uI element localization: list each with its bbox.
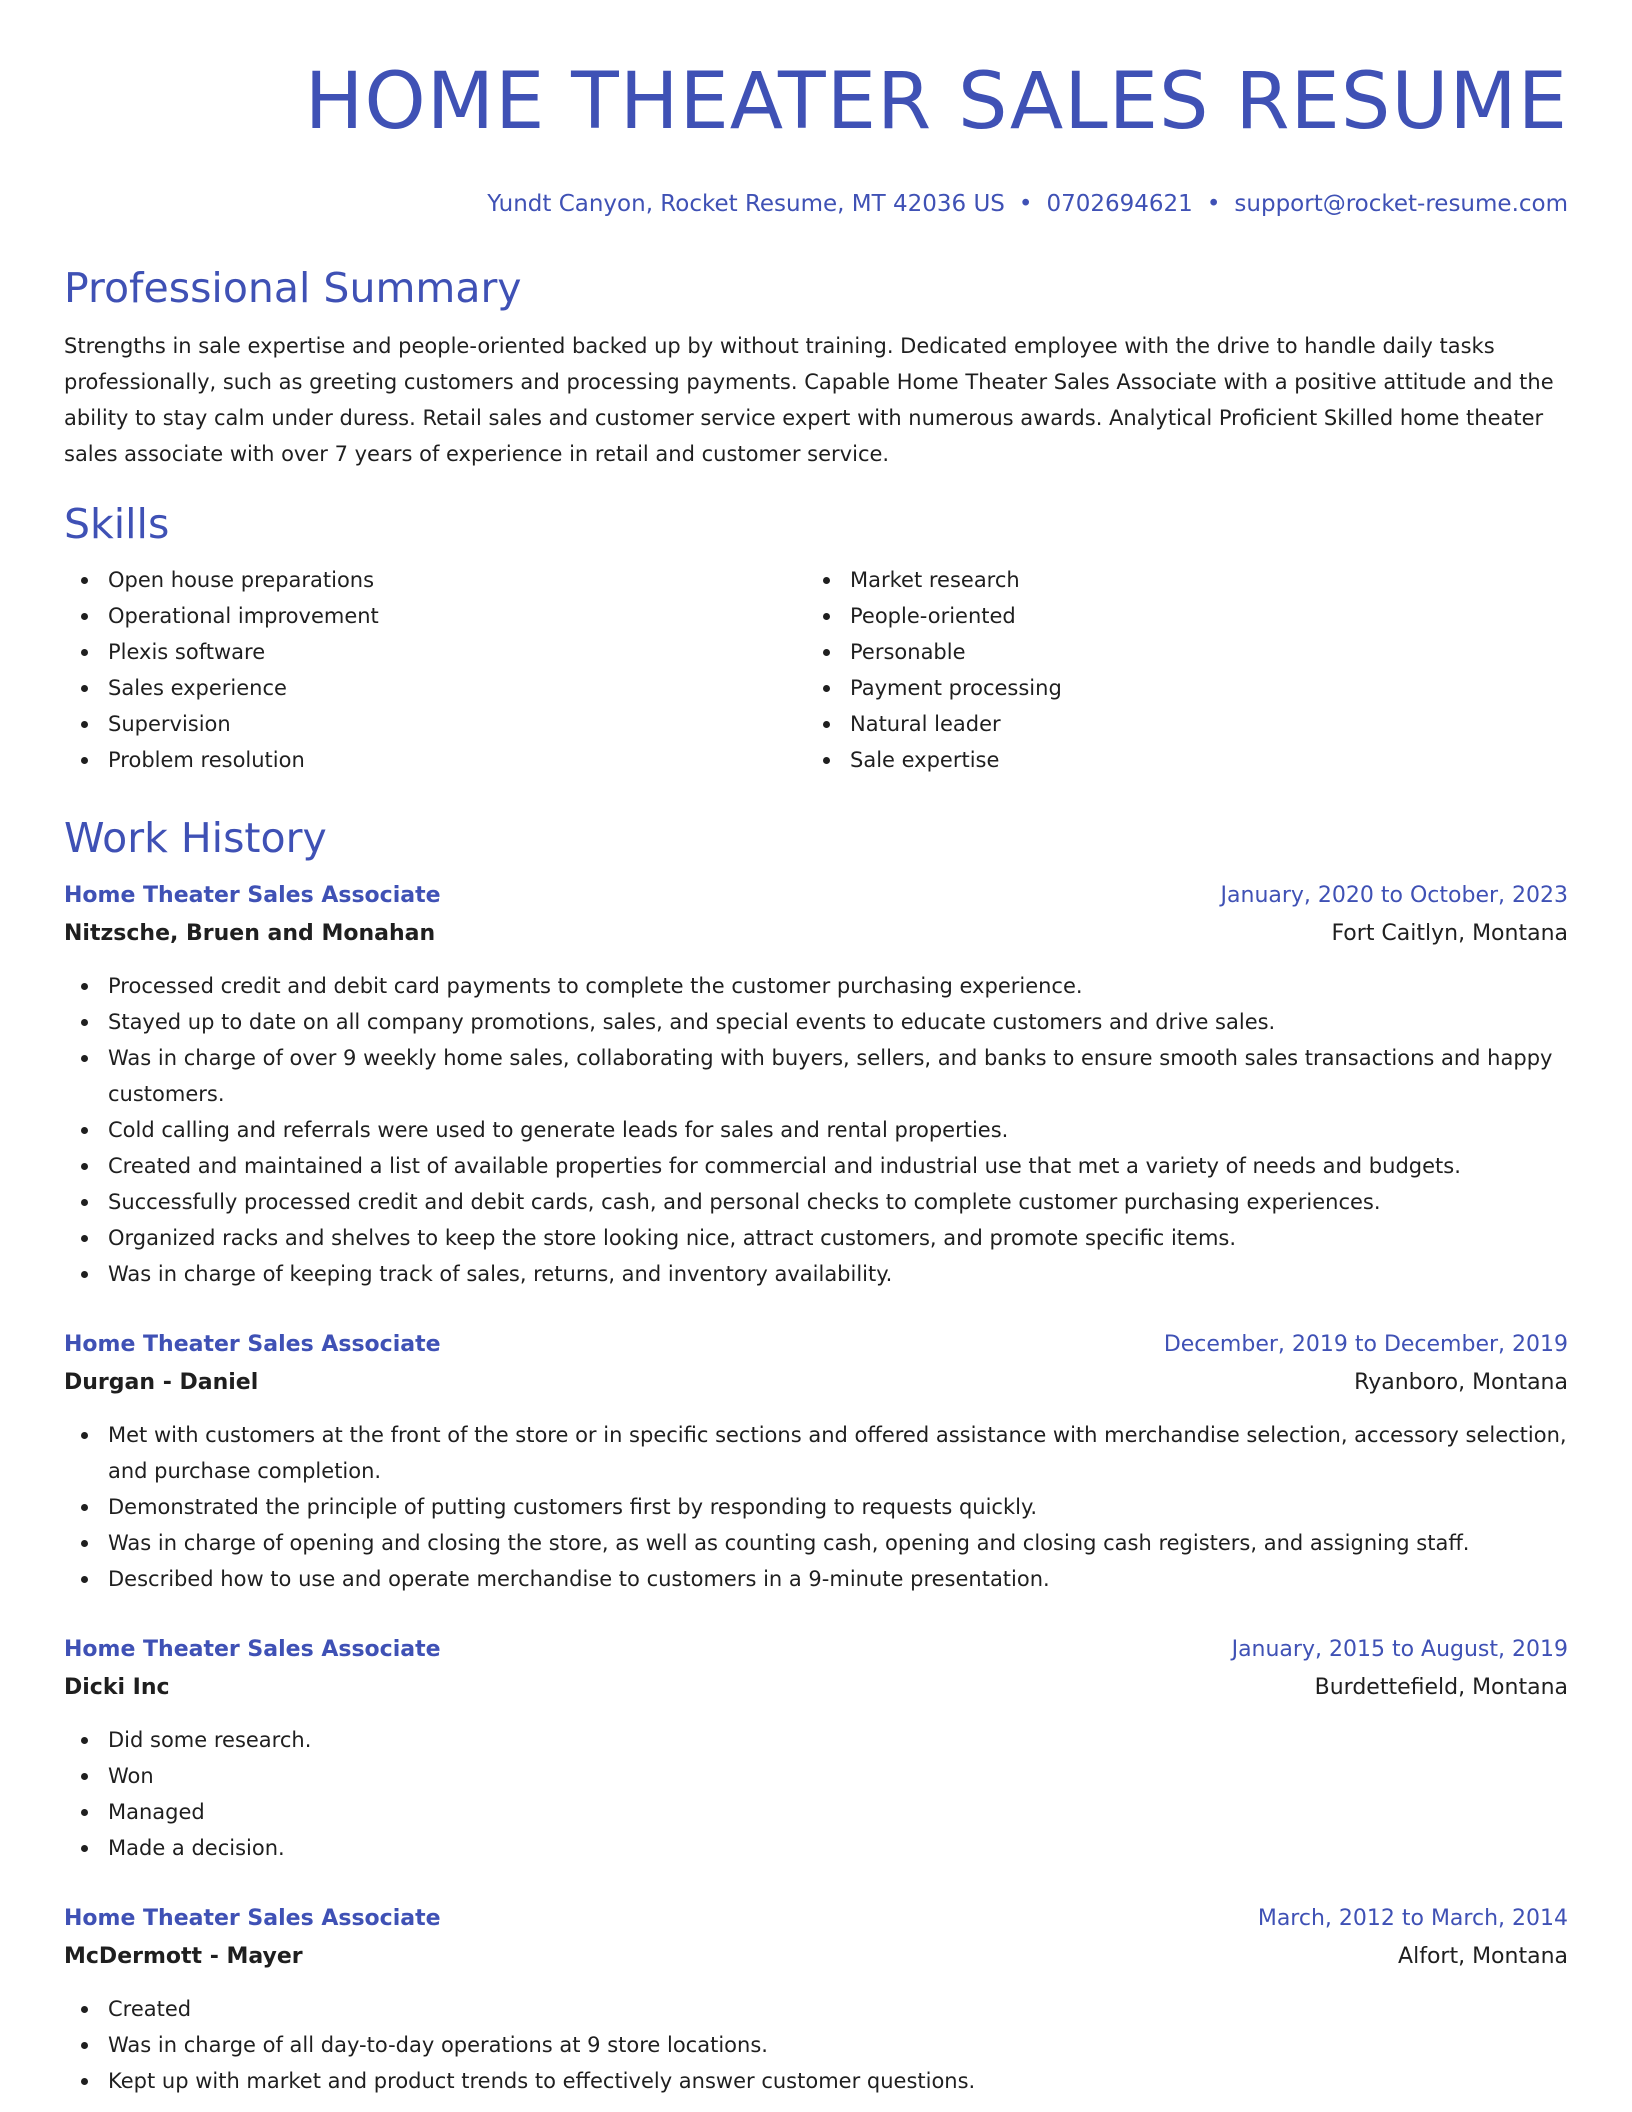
summary-text: Strengths in sale expertise and people-oriented backed up by without training. Dedicated employee with the drive to handle daily tasks professionally, such as greeting customers and processing payments. Capable Home Theater Sales Associate with a positive attitude and the ability to stay calm under duress. Retail sales and customer service expert with numerous awards. Analytical Proficient Skilled home theater sales associate with over 7 years of experience in retail and customer service. [64, 334, 1554, 466]
duty-item: Met with customers at the front of the store or in specific sections and offered assistance with merchandise selection, accessory selection, and purchase completion. [108, 1417, 1568, 1489]
skill-item: Payment processing [850, 670, 1500, 706]
skill-item: Personable [850, 634, 1500, 670]
skill-item: Open house preparations [108, 562, 806, 598]
duty-item: Created and maintained a list of available properties for commercial and industrial use that met a variety of needs and budgets. [108, 1148, 1568, 1184]
contact-line [64, 188, 1568, 220]
duty-item: Organized racks and shelves to keep the store looking nice, attract customers, and promote specific items. [108, 1220, 1568, 1256]
duty-item: Stayed up to date on all company promotions, sales, and special events to educate customers and drive sales. [108, 1004, 1568, 1040]
job-duties [64, 1722, 1568, 1866]
duty-item: Was in charge of over 9 weekly home sales, collaborating with buyers, sellers, and banks to ensure smooth sales transactions and happy customers. [108, 1040, 1568, 1112]
skills-list [64, 562, 1568, 778]
job-company: Durgan - Daniel [64, 1370, 259, 1395]
job-header [64, 1901, 1568, 1937]
skill-item: Plexis software [108, 634, 806, 670]
job-entry [64, 1327, 1568, 1597]
job-header [64, 878, 1568, 914]
job-location: Fort Caitlyn, Montana [1331, 921, 1568, 946]
resume-page [64, 0, 1568, 2099]
job-role: Home Theater Sales Associate [64, 1637, 441, 1662]
job-location: Ryanboro, Montana [1354, 1370, 1568, 1395]
job-duties [64, 1991, 1568, 2099]
duty-item: Processed credit and debit card payments to complete the customer purchasing experience. [108, 968, 1568, 1004]
job-entry [64, 1632, 1568, 1866]
job-subheader [64, 1937, 1568, 1977]
duty-item: Did some research. [108, 1722, 1568, 1758]
job-dates: January, 2015 to August, 2019 [1231, 1637, 1568, 1662]
summary-heading: Professional Summary [64, 264, 522, 312]
job-location: Alfort, Montana [1398, 1944, 1568, 1969]
job-dates: January, 2020 to October, 2023 [1220, 883, 1568, 908]
job-role: Home Theater Sales Associate [64, 1332, 441, 1357]
duty-item: Made a decision. [108, 1830, 1568, 1866]
job-header [64, 1632, 1568, 1668]
job-company: McDermott - Mayer [64, 1944, 303, 1969]
duty-item: Demonstrated the principle of putting customers first by responding to requests quickly. [108, 1489, 1568, 1525]
job-entry [64, 1901, 1568, 2099]
duty-item: Created [108, 1991, 1568, 2027]
duty-item: Won [108, 1758, 1568, 1794]
contact-separator: • [1018, 191, 1033, 217]
skill-item: Sale expertise [850, 742, 1500, 778]
skill-item: Problem resolution [108, 742, 806, 778]
job-entry [64, 878, 1568, 1292]
skill-item: People-oriented [850, 598, 1500, 634]
job-role: Home Theater Sales Associate [64, 883, 441, 908]
skills-heading: Skills [64, 500, 170, 548]
job-subheader [64, 1363, 1568, 1403]
job-company: Nitzsche, Bruen and Monahan [64, 921, 436, 946]
duty-item: Was in charge of opening and closing the store, as well as counting cash, opening and closing cash registers, and assigning staff. [108, 1525, 1568, 1561]
skill-item: Sales experience [108, 670, 806, 706]
job-duties [64, 968, 1568, 1292]
contact-email[interactable]: support@rocket-resume.com [1234, 191, 1568, 217]
job-header [64, 1327, 1568, 1363]
duty-item: Managed [108, 1794, 1568, 1830]
duty-item: Successfully processed credit and debit cards, cash, and personal checks to complete customer purchasing experiences. [108, 1184, 1568, 1220]
job-subheader [64, 914, 1568, 954]
resume-title: HOME THEATER SALES RESUME [304, 57, 1568, 147]
skill-item: Natural leader [850, 706, 1500, 742]
duty-item: Was in charge of all day-to-day operations at 9 store locations. [108, 2027, 1568, 2063]
duty-item: Described how to use and operate merchandise to customers in a 9-minute presentation. [108, 1561, 1568, 1597]
duty-item: Cold calling and referrals were used to generate leads for sales and rental properties. [108, 1112, 1568, 1148]
job-subheader [64, 1668, 1568, 1708]
job-company: Dicki Inc [64, 1675, 170, 1700]
skill-item: Supervision [108, 706, 806, 742]
contact-phone: 0702694621 [1046, 191, 1193, 217]
job-duties [64, 1417, 1568, 1597]
job-role: Home Theater Sales Associate [64, 1906, 441, 1931]
job-dates: December, 2019 to December, 2019 [1163, 1332, 1568, 1357]
contact-separator: • [1206, 191, 1221, 217]
skill-item: Operational improvement [108, 598, 806, 634]
work-history-heading: Work History [64, 814, 327, 862]
contact-address: Yundt Canyon, Rocket Resume, MT 42036 US [487, 191, 1005, 217]
skill-item: Market research [850, 562, 1500, 598]
duty-item: Kept up with market and product trends to effectively answer customer questions. [108, 2063, 1568, 2099]
job-location: Burdettefield, Montana [1314, 1675, 1568, 1700]
job-dates: March, 2012 to March, 2014 [1257, 1906, 1568, 1931]
skills-column-right [806, 562, 1500, 778]
skills-column-left [64, 562, 806, 778]
duty-item: Was in charge of keeping track of sales, returns, and inventory availability. [108, 1256, 1568, 1292]
